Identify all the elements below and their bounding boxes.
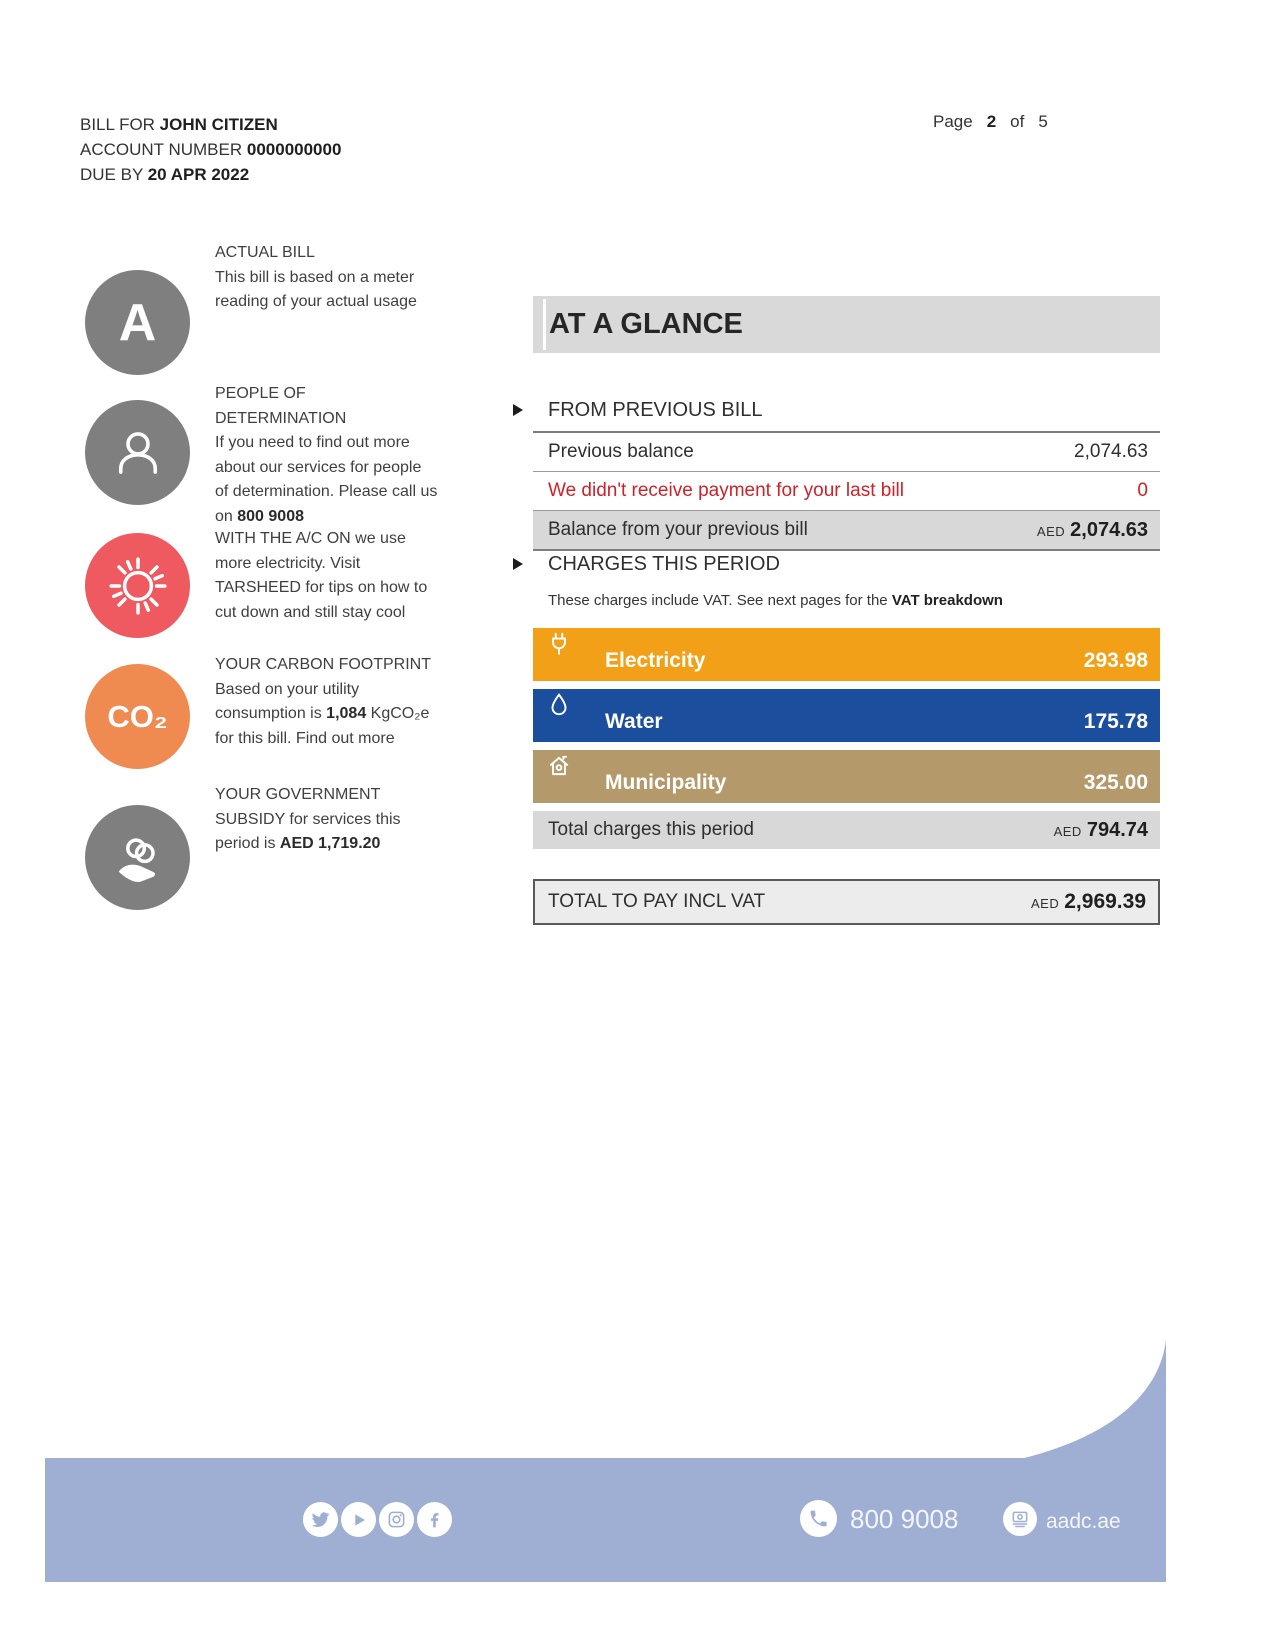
at-a-glance-banner [533, 296, 1160, 353]
total-charges-row [533, 811, 1160, 849]
note-government-subsidy: YOUR GOVERNMENT SUBSIDY for services this period is AED 1,719.20 [215, 786, 401, 852]
website-monitor-icon [1003, 1502, 1037, 1536]
sun-icon [85, 533, 190, 638]
bar-value: 293.98 [1083, 649, 1148, 672]
subsidy-hand-coins-icon [85, 805, 190, 910]
carbon-kg-value: 1,084 [326, 705, 367, 722]
row-value: 2,074.63 [1074, 441, 1148, 462]
note-actual-bill: ACTUAL BILL This bill is based on a meter reading of your actual usage [215, 244, 417, 310]
house-icon [546, 753, 572, 784]
co2-icon: CO₂ [85, 664, 190, 769]
customer-name: JOHN CITIZEN [159, 115, 278, 134]
row-label: TOTAL TO PAY INCL VAT [548, 891, 766, 912]
footer-band [45, 1458, 1166, 1582]
note-carbon-footprint: YOUR CARBON FOOTPRINT Based on your utility consumption is 1,084 KgCO₂e for this bill. Find out more [215, 656, 432, 747]
note-ac-tarsheed: WITH THE A/C ON we use more electricity. Visit TARSHEED for tips on how to cut down and still stay cool [215, 530, 428, 621]
currency-code: AED [1053, 823, 1082, 839]
page-total: 5 [1038, 112, 1048, 131]
row-value: 2,074.63 [1070, 518, 1148, 541]
row-label: Previous balance [548, 441, 694, 462]
from-previous-bill-heading: FROM PREVIOUS BILL [533, 399, 1160, 422]
subsidy-amount: AED 1,719.20 [279, 835, 381, 852]
hotline-number: 800 9008 [237, 507, 304, 525]
phone-number: 800 9008 [850, 1504, 959, 1534]
account-line: ACCOUNT NUMBER 0000000000 [80, 140, 342, 159]
facebook-icon[interactable] [417, 1502, 452, 1537]
account-number: 0000000000 [246, 140, 342, 159]
bar-value: 175.78 [1083, 710, 1148, 733]
page-indicator: Page 2 of 5 [933, 112, 1048, 131]
bar-label: Water [605, 710, 663, 733]
municipality-bar [533, 750, 1160, 803]
row-value: 0 [1137, 480, 1148, 501]
table-row-unpaid-warning [533, 472, 1160, 511]
bar-label: Municipality [605, 771, 727, 794]
due-date: 20 APR 2022 [147, 165, 250, 184]
bill-header [80, 112, 341, 187]
page-number: 2 [986, 112, 997, 131]
section-title: AT A GLANCE [549, 308, 743, 340]
vat-note: These charges include VAT. See next pages for the VAT breakdown [548, 592, 1003, 609]
plug-icon [546, 631, 572, 662]
due-line: DUE BY 20 APR 2022 [80, 165, 250, 184]
charges-bars [533, 628, 1160, 811]
charges-this-period-heading: CHARGES THIS PERIOD [533, 553, 1160, 576]
row-value: 794.74 [1086, 818, 1148, 841]
bar-label: Electricity [605, 649, 706, 672]
twitter-icon[interactable] [303, 1502, 338, 1537]
footer-swoosh [1020, 1340, 1166, 1460]
row-label: We didn't receive payment for your last bill [548, 480, 904, 501]
banner-divider [543, 299, 546, 350]
total-to-pay-box [533, 879, 1160, 925]
water-bar [533, 689, 1160, 742]
previous-bill-table [533, 431, 1160, 551]
water-drop-icon [546, 692, 572, 723]
phone-icon [800, 1500, 837, 1537]
row-label: Balance from your previous bill [548, 519, 808, 540]
previous-balance-total-row [533, 511, 1160, 551]
triangle-bullet-icon [513, 558, 523, 570]
row-label: Total charges this period [548, 819, 754, 840]
currency-code: AED [1036, 523, 1066, 539]
row-value: 2,969.39 [1064, 890, 1146, 913]
website-url[interactable]: aadc.ae [1046, 1510, 1121, 1533]
note-people-of-determination: PEOPLE OF DETERMINATION If you need to find out more about our services for people of determination. Please call us on 800 9008 [215, 385, 438, 525]
instagram-icon[interactable] [379, 1502, 414, 1537]
bar-value: 325.00 [1083, 771, 1148, 794]
bill-for-line: BILL FOR JOHN CITIZEN [80, 115, 278, 134]
person-icon [85, 400, 190, 505]
electricity-bar [533, 628, 1160, 681]
table-row [533, 433, 1160, 472]
triangle-bullet-icon [513, 404, 523, 416]
currency-code: AED [1031, 896, 1060, 911]
youtube-icon[interactable] [341, 1502, 376, 1537]
actual-bill-a-icon: A [85, 270, 190, 375]
